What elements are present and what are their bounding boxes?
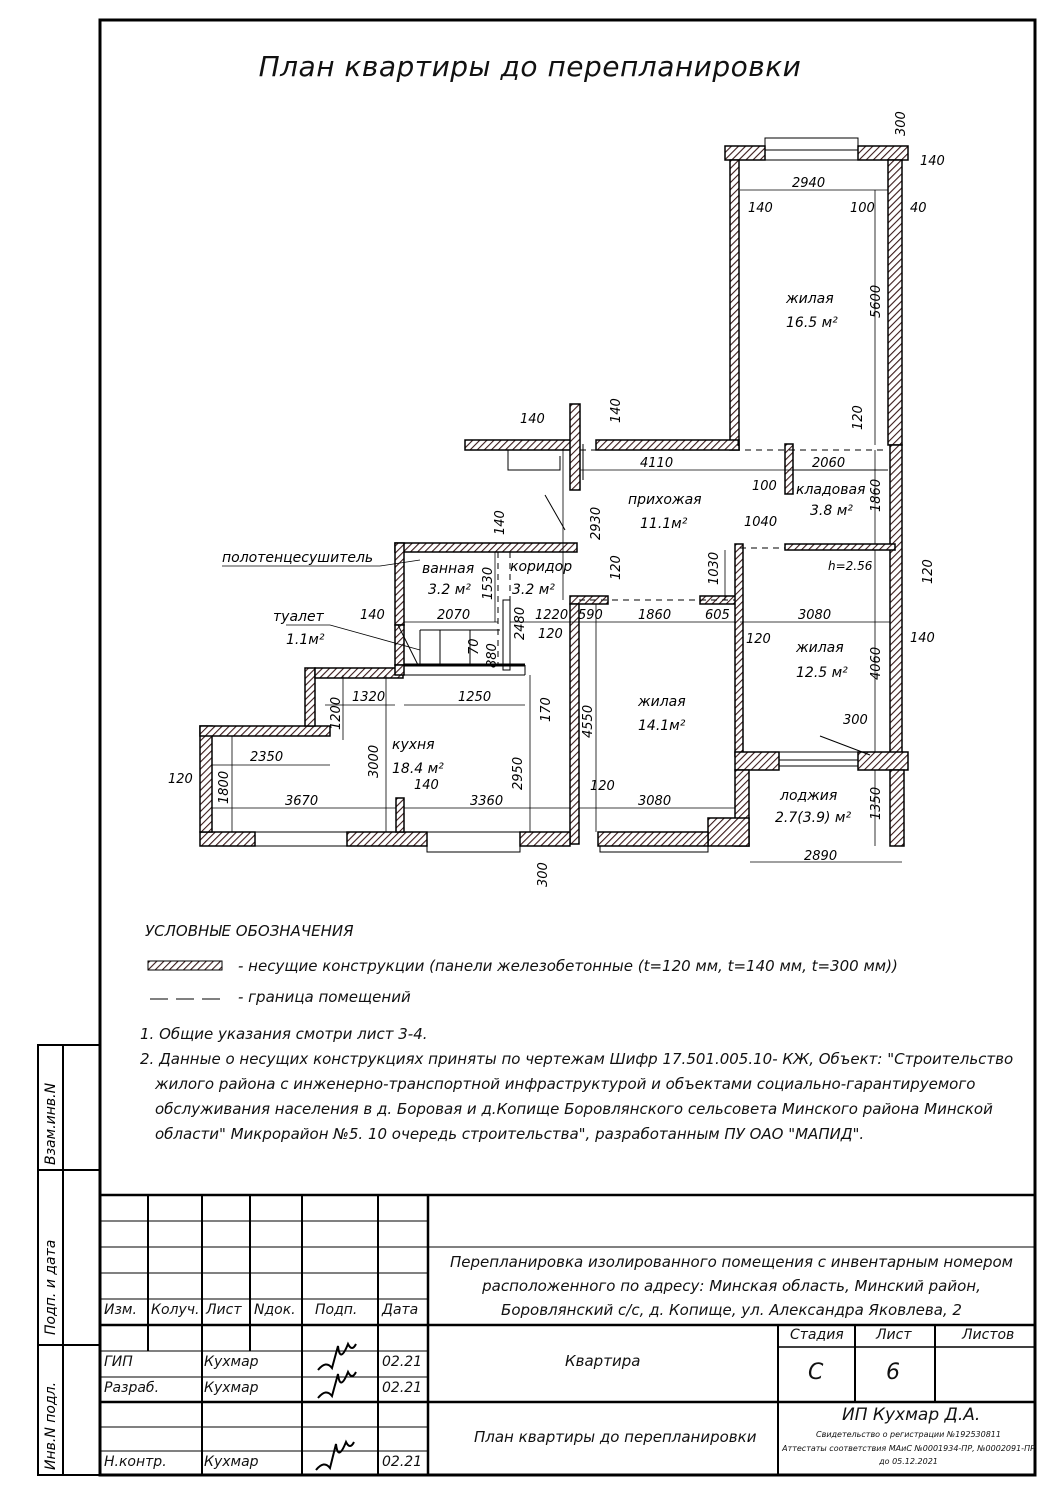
room-storage: кладовая <box>796 482 866 498</box>
room-living-2: жилая <box>796 640 844 656</box>
dim: 3000 <box>367 744 382 778</box>
dim: 2950 <box>511 756 526 790</box>
dim: 2480 <box>513 606 528 640</box>
dim: 1030 <box>707 551 722 585</box>
room-bath-area: 3.2 м² <box>428 582 471 598</box>
dim: 140 <box>748 201 773 216</box>
dim: 300 <box>536 862 551 887</box>
row-role-1: ГИП <box>104 1354 133 1370</box>
dim: 1040 <box>744 515 778 530</box>
dimension-values <box>168 111 945 887</box>
dim: 2350 <box>250 750 284 765</box>
room-kitchen-area: 18.4 м² <box>392 761 444 777</box>
legend-boundary: - граница помещений <box>238 988 411 1006</box>
room-living-3: жилая <box>638 694 686 710</box>
cert-line-2: Аттестаты соответствия МАиС №0001934-ПР, №0002091-ПР <box>782 1444 1035 1453</box>
hdr-ndok: Nдок. <box>254 1302 296 1318</box>
row-name-1: Кухмар <box>204 1354 259 1370</box>
signature-3 <box>316 1442 354 1470</box>
sheet-number: 6 <box>886 1360 900 1385</box>
dim: 4550 <box>581 704 596 738</box>
dim: 1350 <box>869 786 884 820</box>
room-living-1: жилая <box>786 291 834 307</box>
dim: 140 <box>920 154 945 169</box>
row-name-2: Кухмар <box>204 1380 259 1396</box>
dim: 140 <box>360 608 385 623</box>
room-loggia-area: 2.7(3.9) м² <box>775 810 852 826</box>
legend-title: УСЛОВНЫЕ ОБОЗНАЧЕНИЯ <box>145 922 354 940</box>
sheet-title: План квартиры до перепланировки <box>474 1428 757 1446</box>
signature-1 <box>318 1344 356 1370</box>
dim: 3080 <box>638 794 672 809</box>
project-title <box>428 1250 1035 1322</box>
dim: 3670 <box>285 794 319 809</box>
row-date-1: 02.21 <box>382 1354 423 1370</box>
side-inv: Инв.N подл. <box>43 1381 59 1470</box>
dim: 605 <box>705 608 730 623</box>
signature-2 <box>318 1372 356 1398</box>
dim: 140 <box>493 510 508 535</box>
row-role-2: Разраб. <box>104 1380 160 1396</box>
dim: 170 <box>539 697 554 722</box>
legend-bearing: - несущие конструкции (панели железобетонные (t=120 мм, t=140 мм, t=300 мм)) <box>238 957 898 975</box>
dim: 2070 <box>437 608 471 623</box>
dim: 120 <box>921 559 936 584</box>
dim: 3080 <box>798 608 832 623</box>
note-2-line-4: области" Микрорайон №5. 10 очередь строительства", разработанным ПУ ОАО "МАПИД". <box>155 1125 865 1143</box>
dim: 140 <box>414 778 439 793</box>
stage-header: Стадия <box>790 1327 844 1343</box>
room-storage-area: 3.8 м² <box>810 503 853 519</box>
room-living-3-area: 14.1м² <box>638 718 686 734</box>
room-labels <box>222 291 873 826</box>
note-1: 1. Общие указания смотри лист 3-4. <box>140 1025 428 1043</box>
room-bath: ванная <box>422 561 475 577</box>
dim: 120 <box>590 779 615 794</box>
dim: 2930 <box>589 506 604 540</box>
dim: 1250 <box>458 690 492 705</box>
dim: 120 <box>746 632 771 647</box>
dim: 140 <box>910 631 935 646</box>
dim: 2890 <box>804 849 838 864</box>
page-title: План квартиры до перепланировки <box>258 50 802 83</box>
hdr-izm: Изм. <box>104 1302 137 1318</box>
project-line-3: Боровлянский с/с, д. Копище, ул. Александра Яковлева, 2 <box>501 1301 962 1319</box>
dim: 100 <box>850 201 875 216</box>
dim: 120 <box>609 555 624 580</box>
dim: 120 <box>168 772 193 787</box>
side-vzam: Взам.инв.N <box>43 1082 59 1165</box>
dim: 1860 <box>869 478 884 512</box>
dim: 140 <box>520 412 545 427</box>
room-living-1-area: 16.5 м² <box>786 315 838 331</box>
dim: 4060 <box>869 646 884 680</box>
project-line-1: Перепланировка изолированного помещения с инвентарным номером <box>450 1253 1013 1271</box>
note-2-line-2: жилого района с инженерно-транспортной инфраструктурой и объектами социально-гарантируемого <box>155 1075 976 1093</box>
room-hall-area: 11.1м² <box>640 516 688 532</box>
dim: 2940 <box>792 176 826 191</box>
room-hall: прихожая <box>628 492 702 508</box>
dim: 300 <box>843 713 868 728</box>
ceiling-height-label: h=2.56 <box>828 559 873 573</box>
dim: 70 <box>467 638 482 655</box>
hdr-kol: Колуч. <box>151 1302 200 1318</box>
dim: 4110 <box>640 456 674 471</box>
project-line-2: расположенного по адресу: Минская область, Минский район, <box>482 1277 981 1295</box>
room-corridor-area: 3.2 м² <box>512 582 555 598</box>
hdr-podp: Подп. <box>315 1302 358 1318</box>
object-name: Квартира <box>565 1352 641 1370</box>
note-2: 2. Данные о несущих конструкциях приняты по чертежам Шифр 17.501.005.10- КЖ, Объект: "Строительство <box>140 1050 1014 1068</box>
stage-value: С <box>808 1360 824 1385</box>
cert-line-1: Свидетельство о регистрации №192530811 <box>816 1430 1001 1439</box>
row-name-3: Кухмар <box>204 1454 259 1470</box>
note-2-line-3: обслуживания населения в д. Боровая и д.Копище Боровлянского сельсовета Минского района Минской <box>155 1100 993 1118</box>
dim: 1220 <box>535 608 569 623</box>
hdr-data: Дата <box>382 1302 419 1318</box>
hdr-list: Лист <box>206 1302 242 1318</box>
side-podp: Подп. и дата <box>43 1239 59 1335</box>
row-date-3: 02.21 <box>382 1454 423 1470</box>
room-toilet: туалет <box>273 609 324 625</box>
list-header: Лист <box>876 1327 912 1343</box>
floor-plan <box>200 138 908 862</box>
dim: 590 <box>578 608 603 623</box>
dim: 1860 <box>638 608 672 623</box>
organization: ИП Кухмар Д.А. <box>842 1405 981 1425</box>
room-loggia: лоджия <box>780 788 838 804</box>
dim: 300 <box>894 111 909 136</box>
dim: 1800 <box>217 770 232 804</box>
dim: 40 <box>910 201 927 216</box>
dim: 2060 <box>812 456 846 471</box>
cert-line-3: до 05.12.2021 <box>879 1457 938 1466</box>
room-corridor: коридор <box>510 559 573 575</box>
dim: 5600 <box>869 284 884 318</box>
dim: 1200 <box>329 696 344 730</box>
dim: 120 <box>851 405 866 430</box>
legend-bearing-swatch <box>148 961 222 970</box>
room-living-2-area: 12.5 м² <box>796 665 848 681</box>
dim: 3360 <box>470 794 504 809</box>
dim: 1320 <box>352 690 386 705</box>
dim: 140 <box>609 398 624 423</box>
row-role-3: Н.контр. <box>104 1454 167 1470</box>
towel-dryer-label: полотенцесушитель <box>222 550 374 566</box>
row-date-2: 02.21 <box>382 1380 423 1396</box>
room-kitchen: кухня <box>392 737 435 753</box>
dim: 880 <box>485 643 500 668</box>
dim: 1530 <box>481 566 496 600</box>
room-toilet-area: 1.1м² <box>286 632 325 648</box>
dim: 120 <box>538 627 563 642</box>
lists-header: Листов <box>962 1327 1015 1343</box>
dim: 100 <box>752 479 777 494</box>
